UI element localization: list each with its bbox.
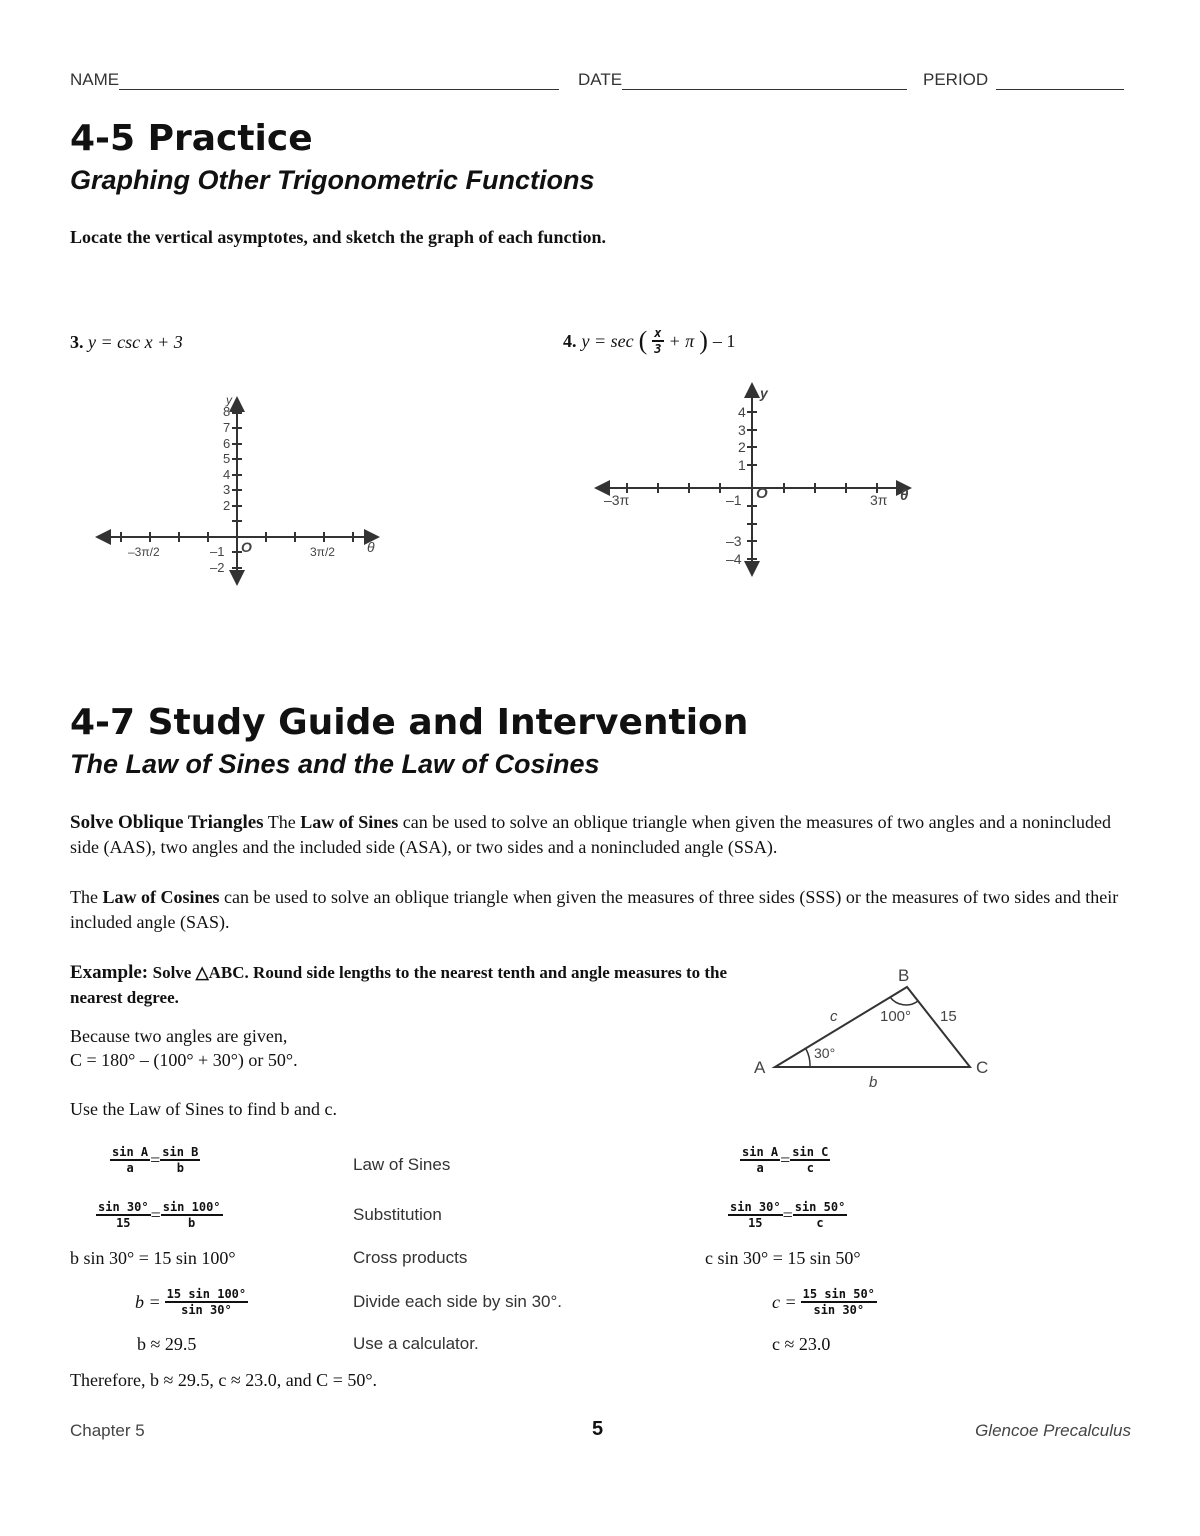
study-subtitle: The Law of Sines and the Law of Cosines (70, 749, 600, 779)
step-5-desc: Use a calculator. (353, 1334, 479, 1353)
instructions: Locate the vertical asymptotes, and sketch the graph of each function. (70, 227, 606, 247)
step-1-desc: Law of Sines (353, 1155, 451, 1174)
y-tick: –3 (726, 533, 742, 549)
y-tick: 1 (738, 457, 746, 473)
problem-number: 3. (70, 332, 84, 352)
date-field[interactable] (578, 70, 907, 90)
law-of-cosines-paragraph: The Law of Cosines can be used to solve an oblique triangle when given the measures of three sides (SSS) or the measures of two sides and their included angle (SAS). (70, 887, 1119, 932)
name-field[interactable] (70, 70, 559, 90)
period-field[interactable] (923, 70, 1124, 90)
period-label: PERIOD (923, 70, 989, 89)
x-axis-label: θ (367, 539, 375, 555)
y-tick: 2 (738, 439, 746, 455)
x-tick: –3π/2 (128, 545, 160, 559)
footer-chapter: Chapter 5 (70, 1421, 145, 1440)
step-3-right: c sin 30° = 15 sin 50° (705, 1247, 861, 1268)
step-5-left: b ≈ 29.5 (137, 1333, 197, 1354)
footer-book: Glencoe Precalculus (975, 1421, 1131, 1440)
x-tick: 3π (870, 492, 888, 508)
study-title: 4-7 Study Guide and Intervention (70, 702, 749, 743)
step-2-left: $\frac{\sin 30^\circ}{15}$ = $\frac{\sin 100^\circ}{b}$ (98, 1200, 221, 1230)
date-label: DATE (578, 70, 623, 89)
step-2-right: $\frac{\sin 30^\circ}{15}$ = $\frac{\sin 50^\circ}{c}$ (730, 1200, 846, 1230)
x-tick: –3π (604, 492, 630, 508)
side-a-label: 15 (940, 1008, 957, 1025)
example-heading: Example: Solve △ABC. Round side lengths to the nearest tenth and angle measures to the nearest degree. (70, 962, 728, 1007)
problem-number: 4. (563, 330, 577, 351)
fraction: $\frac{x}{3}$ (654, 326, 662, 356)
side-c-label: c (830, 1008, 838, 1025)
side-b-label: b (869, 1074, 878, 1091)
y-tick: 8 (223, 404, 231, 419)
equation: y = csc x + 3 (88, 332, 183, 352)
y-tick: 5 (223, 451, 231, 466)
y-tick: –1 (210, 544, 225, 559)
y-tick: 6 (223, 436, 231, 451)
step-3-desc: Cross products (353, 1248, 468, 1267)
law-of-sines-paragraph: Solve Oblique Triangles The Law of Sines can be used to solve an oblique triangle when given the measures of two angles and a nonincluded side (AAS), two angles and the included side (ASA), or two sides and a nonincluded angle (SSA). (70, 812, 1112, 857)
problem-4: 4. y = sec ( $\frac{x}{3}$ + π ) – 1 (563, 326, 736, 356)
graphs (0, 380, 1200, 600)
graph-4-axes (598, 386, 908, 573)
y-tick: 2 (223, 498, 231, 513)
step-2-desc: Substitution (353, 1205, 442, 1224)
angle-b-label: 100° (880, 1008, 912, 1025)
use-law-text: Use the Law of Sines to find b and c. (70, 1099, 337, 1119)
step-3-left: b sin 30° = 15 sin 100° (70, 1247, 236, 1268)
name-label: NAME (70, 70, 120, 89)
y-tick: –2 (210, 560, 225, 575)
y-tick: 3 (738, 422, 746, 438)
angle-a-label: 30° (814, 1045, 836, 1061)
origin-label: O (241, 539, 252, 555)
y-tick: 4 (738, 404, 746, 420)
vertex-c: C (976, 1058, 989, 1077)
origin-label: O (756, 485, 768, 502)
y-tick: 7 (223, 420, 231, 435)
c-calculation: C = 180° – (100° + 30°) or 50°. (70, 1050, 298, 1070)
y-tick: –4 (726, 551, 742, 567)
equation-mid: + π (668, 330, 695, 351)
triangle-abc (775, 987, 970, 1067)
x-axis-label: θ (900, 487, 909, 504)
step-4-desc: Divide each side by sin 30°. (353, 1292, 563, 1311)
equation-suffix: – 1 (712, 330, 736, 351)
step-1-left: $\frac{\text{sin A}}{a}$ = $\frac{\text{sin B}}{b}$ (112, 1145, 199, 1175)
footer-page-number: 5 (592, 1418, 604, 1440)
because-text: Because two angles are given, (70, 1026, 288, 1046)
therefore-text: Therefore, b ≈ 29.5, c ≈ 23.0, and C = 50°. (70, 1370, 378, 1390)
triangle-diagram (740, 955, 1020, 1095)
y-tick: 4 (223, 467, 231, 482)
x-tick: 3π/2 (310, 545, 335, 559)
practice-subtitle: Graphing Other Trigonometric Functions (70, 165, 595, 195)
step-5-right: c ≈ 23.0 (772, 1333, 831, 1354)
step-4-right: c = $\frac{15 \sin 50^\circ}{\sin 30^\circ}$ (772, 1287, 875, 1317)
vertex-b: B (898, 966, 910, 985)
y-tick: 3 (223, 482, 231, 497)
vertex-a: A (754, 1058, 766, 1077)
step-1-right: $\frac{\text{sin A}}{a}$ = $\frac{\text{sin C}}{c}$ (742, 1145, 829, 1175)
equation-prefix: y = sec (581, 330, 634, 351)
y-tick: –1 (726, 492, 742, 508)
y-axis-label: y (226, 393, 232, 407)
step-4-left: b = $\frac{15 \sin 100^\circ}{\sin 30^\circ}$ (135, 1287, 247, 1317)
problem-3 (70, 332, 183, 353)
y-axis-label: y (760, 385, 768, 401)
practice-title: 4-5 Practice (70, 118, 313, 159)
